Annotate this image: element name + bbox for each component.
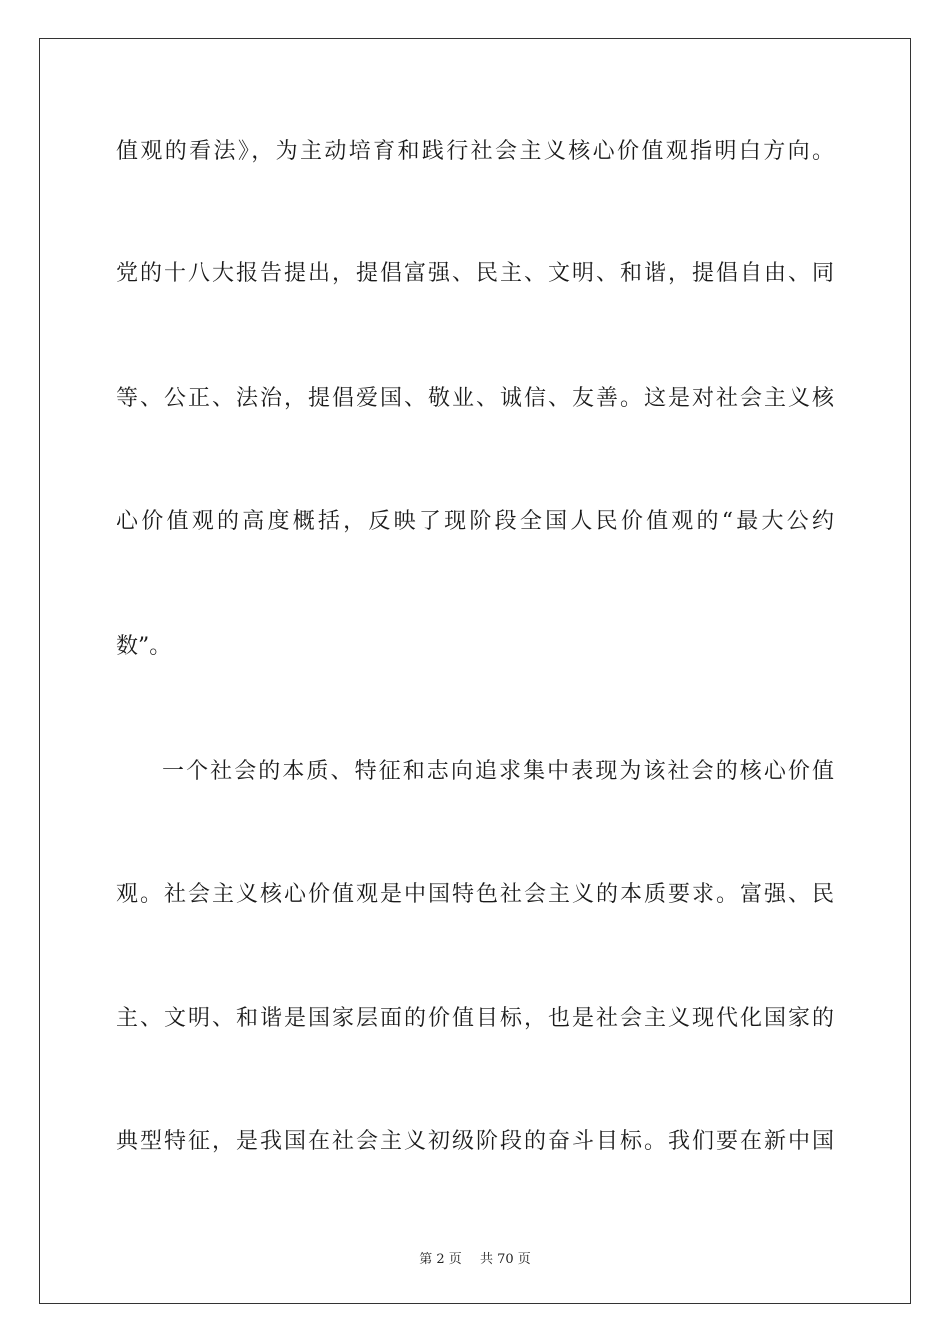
text-line: 主、文明、和谐是国家层面的价值目标，也是社会主义现代化国家的 [116,1006,834,1031]
text-line: 等、公正、法治，提倡爱国、敬业、诚信、友善。这是对社会主义核 [116,386,834,411]
page-footer [0,1248,950,1267]
page-border [39,38,911,1304]
total-pages: 共 70 页 [479,1252,531,1267]
text-line: 典型特征，是我国在社会主义初级阶段的奋斗目标。我们要在新中国 [116,1129,834,1154]
text-line: 数”。 [116,634,172,659]
text-line: 党的十八大报告提出，提倡富强、民主、文明、和谐，提倡自由、同 [116,261,834,286]
text-line: 值观的看法》，为主动培育和践行社会主义核心价值观指明白方向。 [116,139,834,164]
text-line: 心价值观的高度概括，反映了现阶段全国人民价值观的“最大公约 [116,509,834,534]
text-line: 一个社会的本质、特征和志向追求集中表现为该社会的核心价值 [162,759,834,784]
text-line: 观。社会主义核心价值观是中国特色社会主义的本质要求。富强、民 [116,882,834,907]
page-number: 第 2 页 [419,1252,462,1267]
